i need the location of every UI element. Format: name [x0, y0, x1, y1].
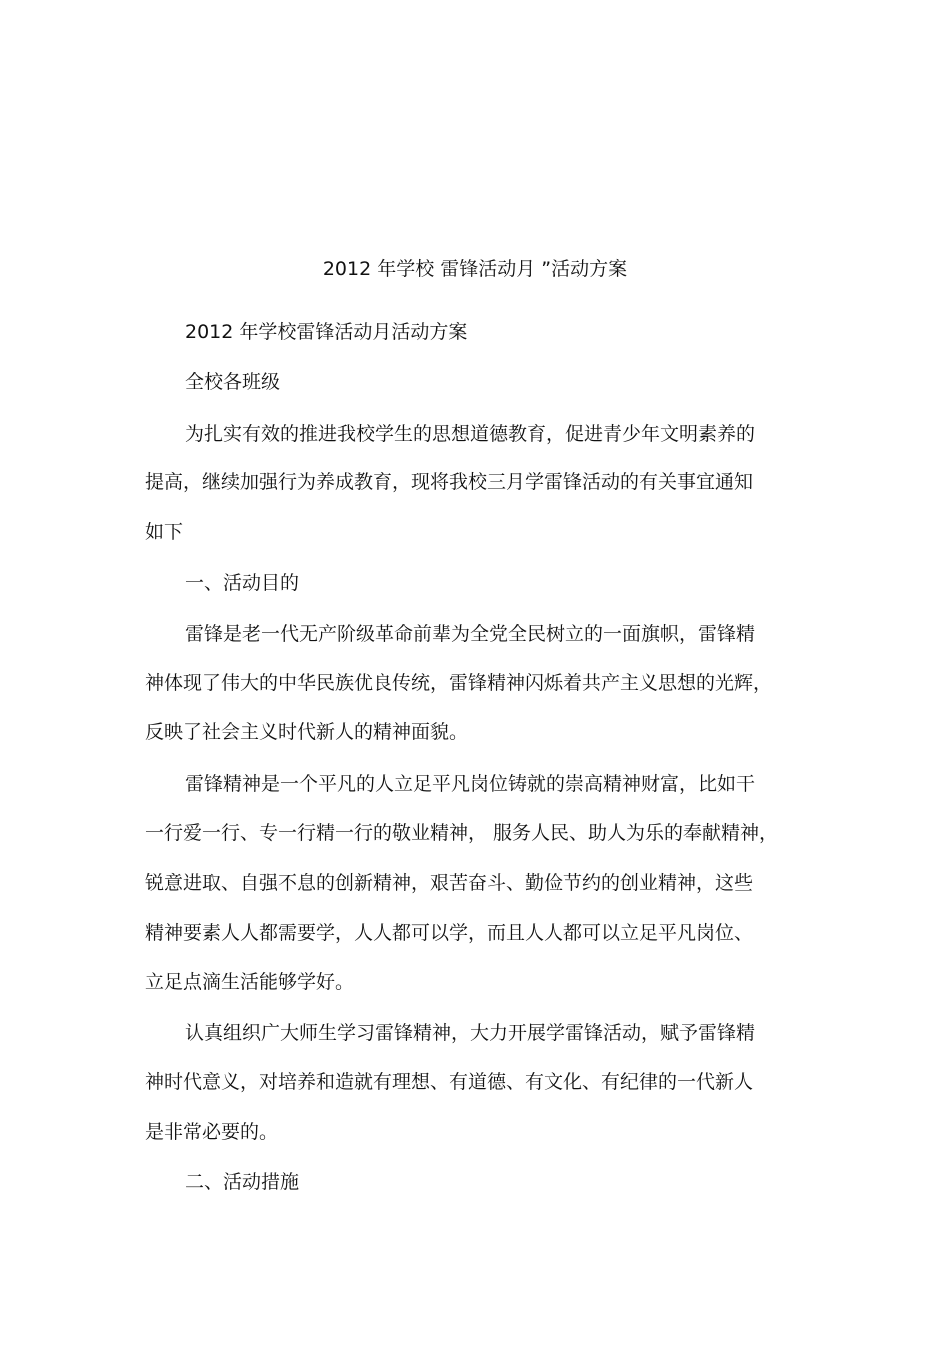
paragraph-line: 为扎实有效的推进我校学生的思想道德教育，促进青少年文明素养的: [185, 423, 756, 445]
recipient-line: 全校各班级: [185, 371, 281, 393]
paragraph-line: 一行爱一行、专一行精一行的敬业精神， 服务人民、助人为乐的奉献精神，: [145, 822, 779, 844]
paragraph-line: 雷锋精神是一个平凡的人立足平凡岗位铸就的崇高精神财富，比如干: [185, 773, 756, 795]
paragraph-line: 如下: [145, 521, 184, 543]
paragraph-line: 雷锋是老一代无产阶级革命前辈为全党全民树立的一面旗帜，雷锋精: [185, 623, 756, 645]
subtitle-line: 2012 年学校雷锋活动月活动方案: [185, 321, 468, 343]
section-heading: 二、活动措施: [185, 1171, 300, 1193]
document-title: 2012 年学校 雷锋活动月 ”活动方案: [322, 258, 628, 280]
paragraph-line: 反映了社会主义时代新人的精神面貌。: [145, 721, 469, 743]
paragraph-line: 锐意进取、自强不息的创新精神，艰苦奋斗、勤俭节约的创业精神，这些: [145, 872, 754, 894]
section-heading: 一、活动目的: [185, 572, 300, 594]
paragraph-line: 是非常必要的。: [145, 1121, 279, 1143]
paragraph-line: 精神要素人人都需要学，人人都可以学，而且人人都可以立足平凡岗位、: [145, 922, 754, 944]
paragraph-line: 提高，继续加强行为养成教育，现将我校三月学雷锋活动的有关事宜通知: [145, 471, 754, 493]
paragraph-line: 神体现了伟大的中华民族优良传统，雷锋精神闪烁着共产主义思想的光辉，: [145, 672, 773, 694]
paragraph-line: 立足点滴生活能够学好。: [145, 971, 355, 993]
paragraph-line: 认真组织广大师生学习雷锋精神，大力开展学雷锋活动，赋予雷锋精: [185, 1022, 756, 1044]
paragraph-line: 神时代意义，对培养和造就有理想、有道德、有文化、有纪律的一代新人: [145, 1071, 754, 1093]
